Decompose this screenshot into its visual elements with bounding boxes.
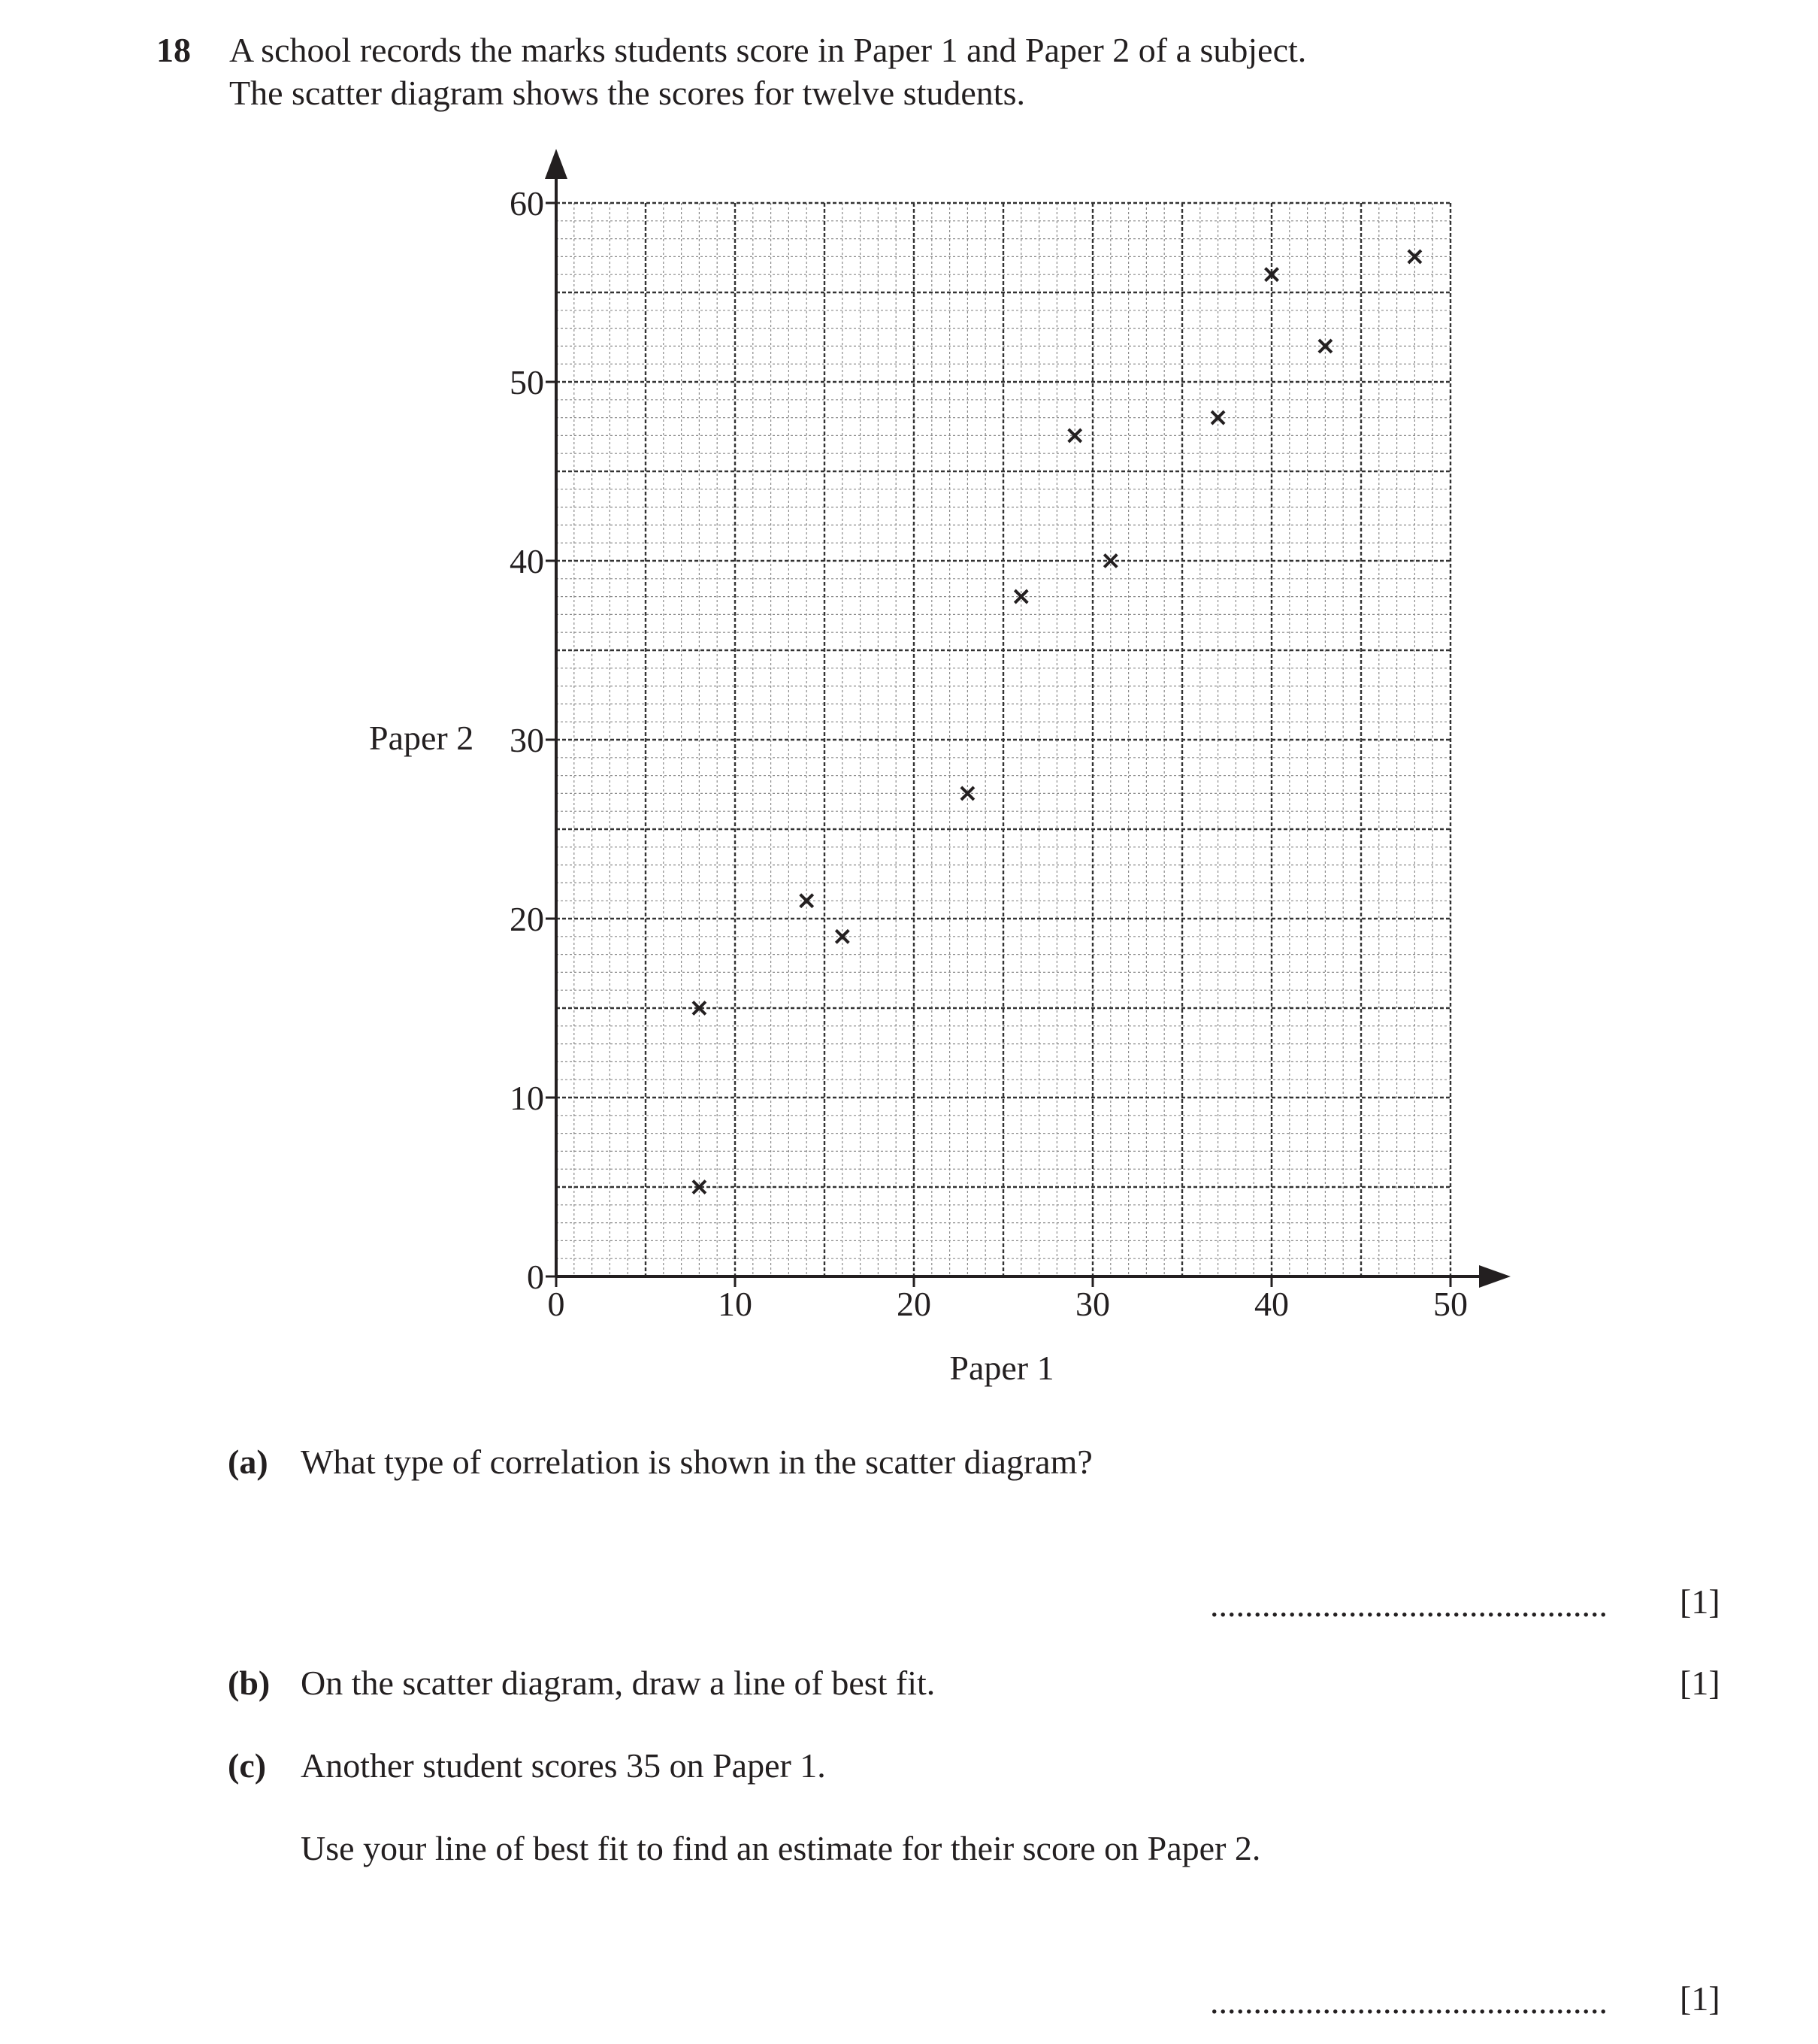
y-tick-label: 30 [510, 721, 544, 759]
y-tick-label: 60 [510, 184, 544, 223]
part-c-marks: [1] [1680, 1979, 1720, 2018]
question-stem-line-2: The scatter diagram shows the scores for twelve students. [229, 74, 1025, 112]
y-tick-label: 0 [527, 1258, 544, 1296]
data-point [800, 895, 813, 907]
y-tick-label: 40 [510, 542, 544, 580]
part-a-label: (a) [228, 1443, 268, 1481]
part-a-question: What type of correlation is shown in the scatter diagram? [301, 1443, 1093, 1481]
x-axis-arrowhead [1479, 1265, 1511, 1288]
y-tick-label: 50 [510, 363, 544, 401]
data-point [1211, 411, 1224, 424]
part-b-label: (b) [228, 1664, 271, 1702]
y-tick-label: 20 [510, 900, 544, 938]
part-a-answer-line[interactable]: .............................................. [1210, 1585, 1608, 1624]
x-tick-label: 0 [547, 1285, 565, 1323]
part-c-answer-line[interactable]: .............................................. [1210, 1982, 1608, 2021]
part-c-label: (c) [228, 1746, 267, 1785]
y-axis-title: Paper 2 [369, 719, 474, 757]
x-tick-label: 20 [897, 1285, 931, 1323]
x-tick-label: 10 [718, 1285, 752, 1323]
question-stem-line-1: A school records the marks students score in Paper 1 and Paper 2 of a subject. [229, 31, 1307, 69]
y-tick-label: 10 [510, 1079, 544, 1117]
x-tick-label: 40 [1254, 1285, 1289, 1323]
y-axis-arrowhead [545, 149, 567, 179]
part-c-question: Another student scores 35 on Paper 1. [301, 1746, 826, 1785]
question-number: 18 [156, 31, 191, 69]
part-a-marks: [1] [1680, 1582, 1720, 1621]
x-tick-label: 50 [1433, 1285, 1468, 1323]
y-axis-ticks [510, 184, 556, 1296]
x-axis-title: Paper 1 [949, 1349, 1054, 1387]
part-b-marks: [1] [1680, 1664, 1720, 1702]
part-b-question: On the scatter diagram, draw a line of best fit. [301, 1664, 936, 1702]
part-c-instruction: Use your line of best fit to find an estimate for their score on Paper 2. [301, 1829, 1261, 1867]
x-axis-ticks [548, 1276, 1469, 1323]
axes [545, 149, 1511, 1288]
data-point [1319, 340, 1332, 353]
x-tick-label: 30 [1075, 1285, 1110, 1323]
